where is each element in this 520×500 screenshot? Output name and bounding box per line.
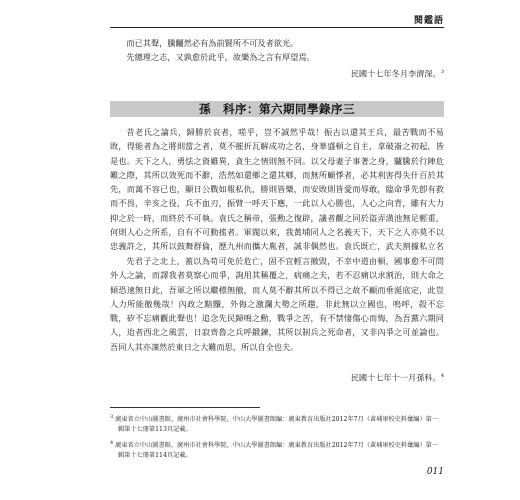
footnote-marker: 3 [440, 68, 444, 75]
footnote-marker: 4 [440, 373, 444, 379]
footnote-mark: 4 [110, 440, 114, 447]
running-head: 閱鑑語 [413, 16, 444, 26]
header-rule [110, 27, 444, 28]
section-heading-bar [110, 101, 444, 117]
paragraph: 昔老氏之論兵，歸勝於哀者，嗟乎，豈不誠然乎哉！振古以還其王兵，最苦戰而不易敗，得能者為之將則當之者，莫不摧折瓦解成功之名，身華盛頓之自主，拿破崙之初起，皆是也。天下之人，勇怯之資雖異，貪生之情則無不同。以父母妻子事著之身，驢騰於行陣危難之際，其所以效死而不辭，浩然如還鄉之還其鄉，而無所顧悸者，必其利害得失什百於其先，而萬不容已也，顯日公戰如報私仇，勝則皆樂，而安敗則皆愛而辱敢，臨命爭先卽有救而不畏，辛亥之役，兵不血刃，振臂一呼天下應，一此以人心勝也，人心之向背，雖有大力抑之於一時，而終於不可執。袁氏之稱帝，張勳之復辟，議者觀之同於盜弄潢池無足輕重，何則人心之所系，自有不可動搖者。軍閥以來，我黃埔同人之名義天下，天下之人亦莫不以忠義許之，其所以鼓舞群倫，歷九州而攜大胤者，誠非偶然也。袁氏既亡，武夫割據私立名 [110, 127, 444, 252]
signature-line [110, 65, 444, 81]
paragraph: 先總理之志，又孰愈於此乎，故樂為之言有厚望焉。 [126, 52, 315, 63]
signature-text: 民國十七年冬月李濟深。 [350, 68, 441, 79]
signature-line [110, 369, 444, 385]
footnote-text: 廣東省立中山圖書館、廣州市社會科學院、中山大學圖書館編：廣東教育出版社2012年7月（黃埔軍校史料彙編）第一輯第十七冊第113頁記載。 [115, 416, 439, 434]
footnote [110, 412, 444, 435]
signature-text: 民國十七年十一月孫科。 [350, 372, 441, 383]
footnote [110, 438, 444, 461]
paragraph: 先君子之北上，蓋以為苟可免於危亡，固不宜輕言撤毀，不幸中道由頓，國事愈不可問外人之論，而譯我者莫察心而爭，詢用其稱覆之，病痛之夫，若不忍痛以求割治，則大命之傾恐速無日此，吾軍之所以繼標無撤，而人莫不辭其所以不得已之故不顧而垂涎底定，此豈人力所能徼幾哉！內政之黯黷，外侮之激瀾大勢之所趨，非此無以立國也，嗚呼，殺不忘戰，矽不忘痛觀此聲也！追念先民歸鳴之勳，戰爭之苦，有不禁悽傷心而悔，為吾黨六期同人，迨者西北之風雲，日寂齊魯之兵呼鍛鍊，其所以制兵之死命者，又非內爭之可並論也。吾同人其亦凜然於東日之大難而思，所以自全也夫。 [110, 256, 444, 352]
footnote-mark: 3 [110, 414, 114, 420]
footnote-rule [110, 407, 260, 408]
footnotes [110, 412, 444, 464]
main-text [110, 125, 444, 385]
preceding-text [110, 36, 444, 81]
paragraph: 而已其聲，騰矚然必有為前賢所不可及者欲光。 [126, 38, 299, 48]
section-title: 孫 科序：第六期同學錄序三 [199, 102, 355, 116]
page-number: 011 [426, 467, 444, 477]
footnote-text: 廣東省立中山圖書館、廣州市社會科學院、中山大學圖書館編：廣東教育出版社2012年7月（黃埔軍校史料彙編）第一輯第十七冊第114頁記載。 [115, 442, 439, 460]
